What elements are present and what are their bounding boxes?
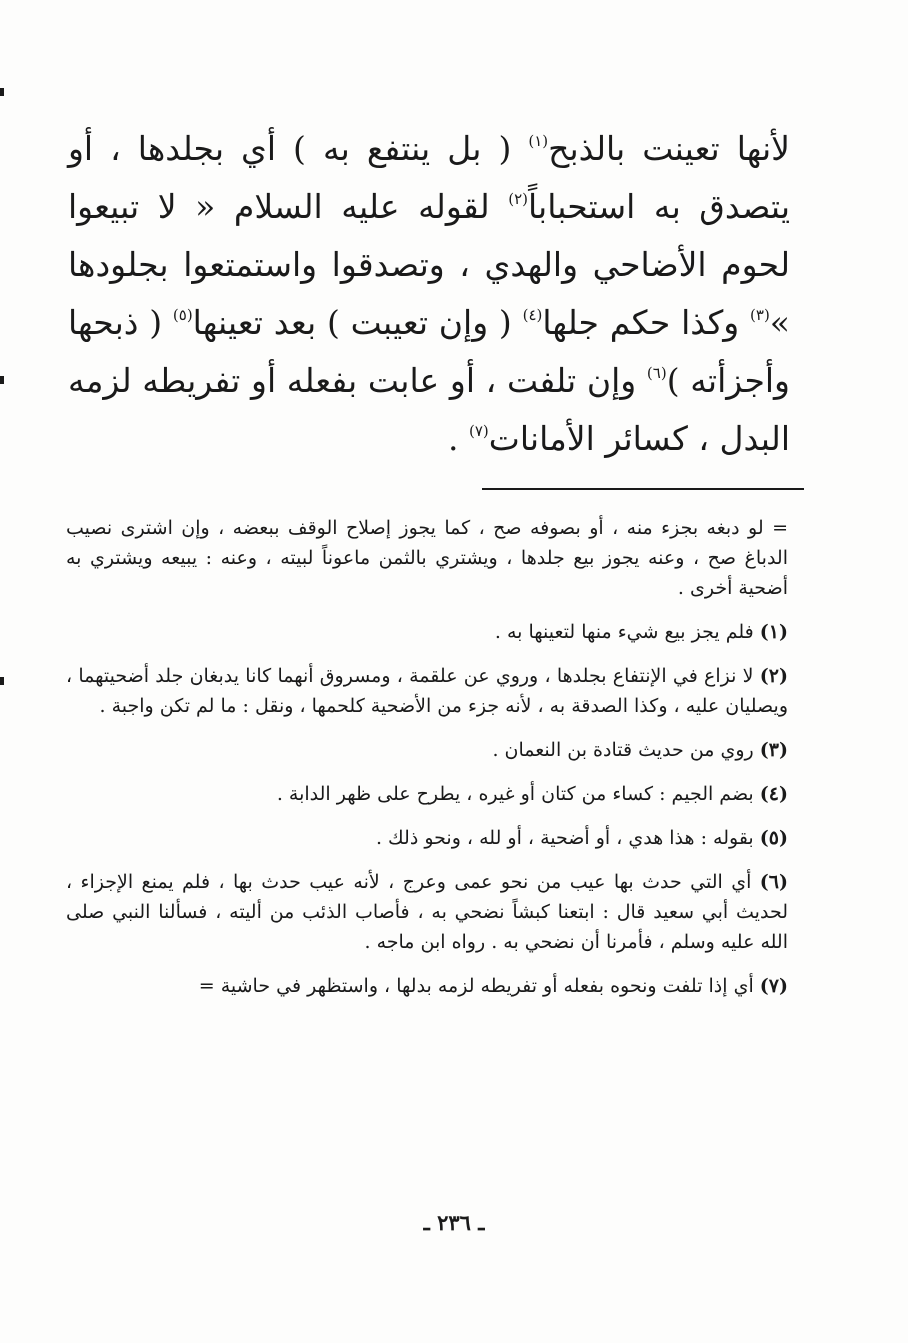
footnote-number: (٢): [759, 665, 788, 687]
footnote-continuation: = لو دبغه بجزء منه ، أو بصوفه صح ، كما يجوز إصلاح الوقف ببعضه ، وإن اشترى نصيب الدباغ صح ، وعنه يجوز بيع جلدها ، ويشتري بالثمن ماعوناً لبيته ، وعنه : يبيعه ويشتري به أضحية أخرى .: [66, 517, 788, 599]
footnote-ref: (٥): [172, 306, 193, 324]
footnote-text: بضم الجيم : كساء من كتان أو غيره ، يطرح على ظهر الدابة .: [276, 783, 754, 805]
footnote-ref: (٦): [646, 364, 667, 382]
main-text-segment: وكذا حكم جلها: [542, 303, 751, 342]
scan-edge-mark: [0, 376, 4, 384]
main-text-segment: لأنها تعينت بالذبح: [548, 129, 790, 168]
footnote-separator: [482, 488, 804, 490]
footnote-number: (١): [759, 621, 788, 643]
main-text-segment: ( وإن تعيبت ) بعد تعينها: [192, 303, 523, 342]
footnote-number: (٥): [759, 827, 788, 849]
footnote-number: (٦): [759, 871, 788, 893]
footnote-text: فلم يجز بيع شيء منها لتعينها به .: [494, 621, 754, 643]
footnote-number: (٧): [759, 975, 788, 997]
footnote-ref: (٤): [522, 306, 543, 324]
footnote-ref: (٣): [750, 306, 770, 324]
footnote-item: [66, 971, 788, 1001]
footnote-item: [66, 779, 788, 809]
footnote-item: [66, 867, 788, 957]
footnote-text: بقوله : هذا هدي ، أو أضحية ، أو لله ، ونحو ذلك .: [375, 827, 754, 849]
footnote-text: لا نزاع في الإنتفاع بجلدها ، وروي عن علقمة ، ومسروق أنهما كانا يدبغان جلد أضحيتهما ، ويصليان عليه ، وكذا الصدقة به ، لأنه جزء من الأضحية كلحمها ، ونقل : ما لم تكن واجبة .: [66, 665, 788, 717]
footnote-text: أي إذا تلفت ونحوه بفعله أو تفريطه لزمه بدلها ، واستظهر في حاشية =: [198, 975, 754, 997]
footnote-number: (٤): [759, 783, 788, 805]
footnote-item: [66, 661, 788, 721]
page-number: ـ ٢٣٦ ـ: [423, 1210, 485, 1235]
scan-edge-mark: [0, 88, 4, 96]
main-text-segment: وإن تلفت ، أو عابت بفعله أو تفريطه لزمه البدل ، كسائر الأمانات: [68, 361, 790, 458]
footnote-ref: (٢): [508, 190, 528, 208]
footnote-ref: (١): [528, 132, 549, 150]
footnote-ref: (٧): [468, 422, 489, 440]
footnote-text: روي من حديث قتادة بن النعمان .: [492, 739, 754, 761]
scan-edge-mark: [0, 677, 4, 685]
footnote-item: [66, 823, 788, 853]
main-text-segment: ( بل ينتفع به ) أي بجلدها ، أو يتصدق به استحباباً: [68, 129, 790, 226]
footnote-text: أي التي حدث بها عيب من نحو عمى وعرج ، لأنه عيب حدث بها ، فلم يمنع الإجزاء ، لحديث أبي سعيد قال : ابتعنا كبشاً نضحي به ، فأصاب الذئب من أليته ، فسألنا النبي صلى الله عليه وسلم ، فأمرنا أن نضحي به . رواه ابن ماجه .: [66, 871, 788, 953]
main-text-segment: ( ذبحها وأجزأته ): [68, 303, 790, 400]
footnote-number: (٣): [759, 739, 788, 761]
main-text-segment: .: [448, 419, 469, 458]
main-text: [68, 120, 790, 468]
footnote-item: [66, 617, 788, 647]
main-text-segment: لقوله عليه السلام « لا تبيعوا لحوم الأضاحي والهدي ، وتصدقوا واستمتعوا بجلودها »: [68, 187, 790, 342]
footnotes-section: [66, 513, 788, 1015]
footnote-item: [66, 735, 788, 765]
